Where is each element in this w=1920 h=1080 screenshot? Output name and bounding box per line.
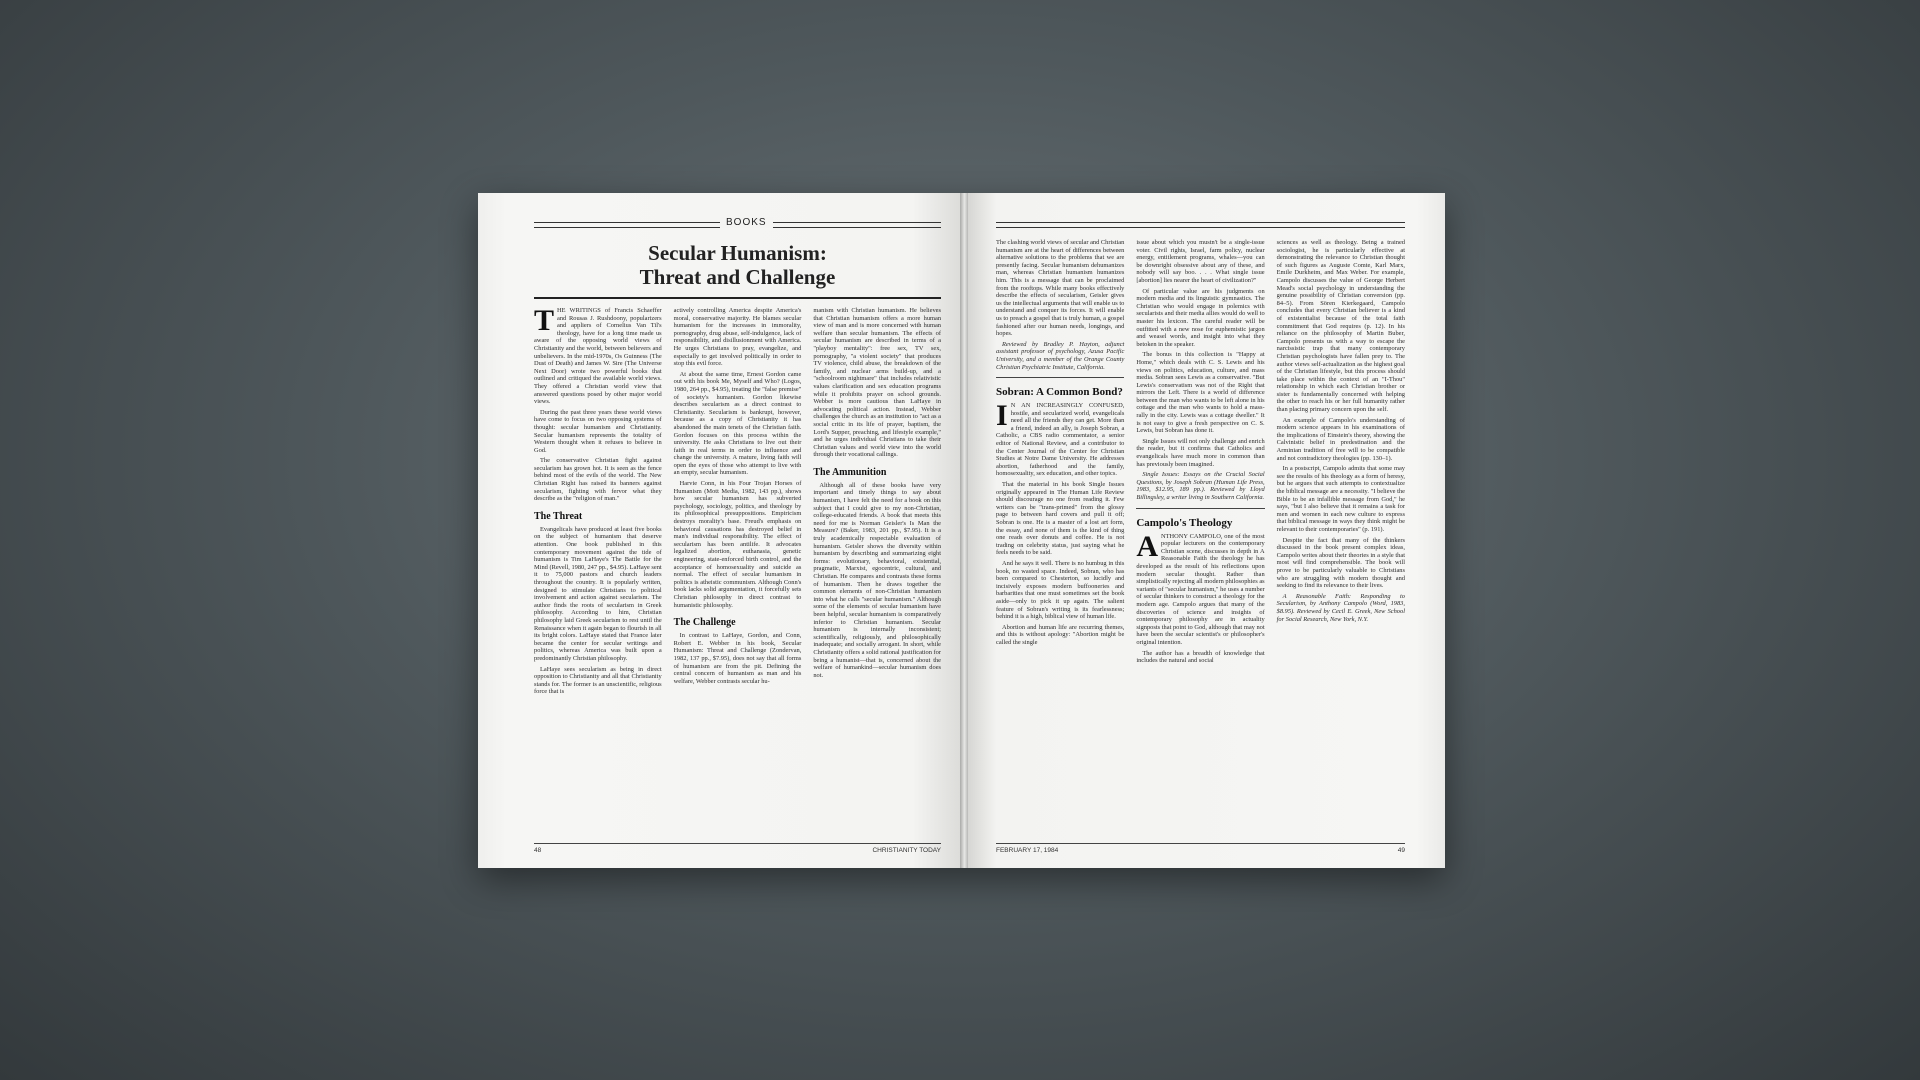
paragraph: The bonus in this collection is "Happy at Home," which deals with C. S. Lewis and his views on politics, education, culture, and mass media. Sobran sees Lewis as a conservative. "But Lewis's conservatism was not of the Right that mirrors the Left. There is a world of difference between the man who wants to be left alone in his cottage and the man who wants to hold a mass-rally in the city. Lewis was a cottage dweller." It is not easy to give a fresh perspective on C. S. Lewis, but Sobran has done it. xyxy=(1136,351,1265,435)
magazine-name: CHRISTIANITY TODAY xyxy=(872,847,941,854)
paragraph: Evangelicals have produced at least five books on the subject of humanism that deserve attention. One book published in this contemporary movement against the tide of humanism is Tim LaHaye's The Battle for the Mind (Revell, 1980, 247 pp., $4.95). LaHaye sent it to 75,000 pastors and church leaders throughout the country. It is popularly written, designed to stimulate Christians to political involvement and action against secularism. The author finds the roots of secularism in Greek philosophy. According to him, Christian philosophy laid Greek secularism to rest until the Renaissance when it again began to flourish in all its bright colors. LaHaye stated that France later became the center for secular writings and politics, whereas America was built upon a predominantly Christian philosophy. xyxy=(534,525,662,662)
paragraph: During the past three years these world views have come to focus on two opposing systems of thought: secular humanism and Christianity. Secular humanism represents the totality of Western thought when it refuses to believe in God. xyxy=(534,408,662,454)
section-header xyxy=(534,219,941,233)
paragraph: Of particular value are his judgments on modern media and its linguistic gymnastics. The Christian who would engage in polemics with secularists and their media allies would do well to master his lexicon. The careful reader will be outfitted with a new nose for euphemistic jargon and weasel words, and insight into what they betoken in the speaker. xyxy=(1136,287,1265,348)
subheading: The Ammunition xyxy=(813,466,887,478)
paragraph: Although all of these books have very important and timely things to say about humanism, I have felt the need for a book on this subject that I could give to my non-Christian, college-educated friends. A book that meets this need for me is Norman Geisler's Is Man the Measure? (Baker, 1983, 201 pp., $7.95). It is a truly academically respectable evaluation of humanism. Geisler shows the diversity within humanism by describing and summarizing eight forms: evolutionary, behavioral, existential, pragmatic, Marxist, egocentric, cultural, and Christian. He compares and contrasts these forms of humanism. Then he draws together the common elements of non-Christian humanism into what he calls "secular humanism." Although some of the elements of secular humanism have been helpful, secular humanism is comparatively inferior to Christian humanism. Secular humanism is internally inconsistent; scientifically, religiously, and philosophically inadequate; and socially arrogant. In short, while Christianity offers a solid rational justification for being a humanist—that is, concerned about the welfare of humankind—secular humanism does not. xyxy=(813,481,942,679)
subheading: The Challenge xyxy=(673,617,736,629)
column-rule xyxy=(1136,508,1264,509)
column xyxy=(674,307,802,699)
reviewer-credit: Single Issues: Essays on the Crucial Social Questions, by Joseph Sobran (Human Life Press, 1983, $12.95, 189 pp.). Reviewed by Lloyd Billingsley, a writer living in Southern California. xyxy=(1136,471,1265,501)
paragraph: issue about which you mustn't be a single-issue voter. Civil rights, Israel, farm policy, nuclear energy, entitlement programs, whales—you can be downright obsessive about any of these, and nobody will say boo. . . . What single issue [abortion] lies nearer the heart of civilization?" xyxy=(1136,239,1265,284)
paragraph-text: N AN INCREASINGLY CONFUSED, hostile, and secularized world, evangelicals need all the friends they can get. More than a friend, indeed an ally, is Joseph Sobran, a Catholic, a CBS radio commentator, a senior editor of National Review, and a contributor to the Center Journal of the Center for Christian Studies at Notre Dame University. He addresses abortion, fatherhood and the family, homosexuality, sex education, and other topics. xyxy=(996,402,1125,478)
left-page-columns xyxy=(534,304,942,699)
paragraph: At about the same time, Ernest Gordon came out with his book Me, Myself and Who? (Logos, 1980, 264 pp., $4.95), treating the "false premise" of society's humanism. Gordon likewise describes secularism as a direct contrast to Christianity. Secularism is bankrupt, however, because as a copy of Christianity it has abandoned the main tenets of the Christian faith. Gordon focuses on this process within the university. He asks Christians to live out their faith in real terms in order to influence and change the university. A mature, living faith will open the eyes of those who attempt to live with an empty, secular humanism. xyxy=(673,370,802,477)
paragraph xyxy=(1136,529,1265,647)
subheading: The Threat xyxy=(534,510,583,522)
column xyxy=(534,304,662,699)
subheading: Sobran: A Common Bond? xyxy=(996,386,1123,399)
paragraph: Abortion and human life are recurring themes, and this is without apology: "Abortion might be called the single xyxy=(996,623,1125,646)
page-number: 48 xyxy=(534,847,542,854)
paragraph xyxy=(996,399,1125,478)
paragraph-text: NTHONY CAMPOLO, one of the most popular lecturers on the contemporary Christian scene, discusses in depth in A Reasonable Faith the theology he has developed as the result of his reflections upon modern secular thought. Rather than simplistically rejecting all modern philosophies as variants of "secular humanism," he uses a number of secular thinkers to construct a theology for the modern age. Campolo argues that many of the discoveries of science and insights of contemporary philosophy are in actuality signposts that point to God, although that may not have been the secular scientist's or philosopher's original intention. xyxy=(1136,532,1265,646)
column xyxy=(996,239,1124,668)
paragraph: The clashing world views of secular and Christian humanism are at the heart of differences between alternative solutions to the problems that we are presently facing. Secular humanism dehumanizes man, whereas Christian humanism humanizes him. This is a message that can be proclaimed from the rooftops. While many books effectively describe the effects of secularism, Geisler gives us the intellectual arguments that will enable us to understand and conquer its forces. It will enable us to preach a gospel that is truly human, a gospel fashioned after our human needs, longings, and hopes. xyxy=(996,239,1125,338)
page-number: 49 xyxy=(1397,847,1405,854)
section-label: BOOKS xyxy=(720,217,773,228)
paragraph: manism with Christian humanism. He believes that Christian humanism offers a more human view of man and is more concerned with human welfare than secular humanism. The effects of secular humanism are described in terms of a "playboy mentality": free sex, TV sex, pornography, "a violent society" that produces TV violence, child abuse, the breakdown of the family, and nuclear arms build-up, and a "schoolroom nightmare" that includes relativistic values clarification and sex education programs while it prohibits prayer on school grounds. Webber is more cautious than LaHaye in advocating political action. Instead, Webber challenges the church as an institution to "act as a social critic in its life of prayer, baptism, the Lord's Supper, preaching, and lifestyle example," and he urges individual Christians to take their Christian values and world view into the world through their vocational callings. xyxy=(813,307,942,459)
column-rule xyxy=(996,377,1124,378)
paragraph: sciences as well as theology. Being a trained sociologist, he is particularly effective at demonstrating the relevance to Christian thought of such figures as Auguste Comte, Karl Marx, Emile Durkheim, and Max Weber. For example, Campolo discusses the value of George Herbert Mead's social psychology in understanding the genuine possibility of Christian conversion (pp. 84–5). From Sören Kierkegaard, Campolo concludes that every Christian believer is a kind of existentialist because of the total faith commitment that God requires (p. 12). In his reliance on the philosophy of Martin Buber, Campolo presents us with a way to escape the narcissistic trap that many contemporary Christian psychologists have fallen prey to. The author views self-actualization as the highest goal of the Christian lifestyle, but this process should take place within the context of an "I-Thou" relationship in which each Christian brother or sister is fundamentally concerned with helping the other to reach his or her full humanity rather than placing primary concern upon the self. xyxy=(1276,239,1405,414)
right-page xyxy=(968,193,1445,868)
paragraph: That the material in his book Single Issues originally appeared in The Human Life Review should discourage no one from reading it. Few writers can be "trans-primed" from the glossy page to between hard covers and pull it off; Sobran is one. He is a master of a lost art form, the essay, and none of them is the kind of thing one reads over donuts and coffee. He is not trading on celebrity status, just saying what he feels needs to be said. xyxy=(996,481,1125,557)
paragraph: An example of Campolo's understanding of modern science appears in his examinations of the implications of Einstein's theory, showing the Calvinistic belief in predestination and the Arminian tradition of free will to be compatible and not contradictory theologies (pp. 130–1). xyxy=(1276,416,1405,462)
paragraph: Single Issues will not only challenge and enrich the reader, but it confirms that Catholics and evangelicals have much more in common than has previously been imagined. xyxy=(1136,437,1265,468)
paragraph xyxy=(534,304,662,406)
column xyxy=(1136,239,1264,668)
magazine-spread xyxy=(478,193,1445,868)
article-title xyxy=(534,241,941,289)
header-rule xyxy=(996,222,1405,223)
paragraph: And he says it well. There is no humbug in this book, no wasted space. Indeed, Sobran, who has been compared to Chesterton, so lucidly and incisively exposes modern buffooneries and barbarities that one must sometimes set the book aside—only to pick it up again. The salient feature of Sobran's writing is its fearlessness; behind it is a high, biblical view of human life. xyxy=(996,559,1125,621)
header-rule xyxy=(996,227,1405,228)
paragraph: In a postscript, Campolo admits that some may see the results of his theology as a form of heresy, but he argues that such attempts to contextualize the biblical message are a necessity. "I believe the Bible to be an infallible message from God," he says, "but I also believe that it remains a task for men and women in each new culture to express that biblical message in ways they think might be relevant to their contemporaries" (p. 191). xyxy=(1276,465,1405,533)
article-title-line: Threat and Challenge xyxy=(639,265,836,289)
paragraph: In contrast to LaHaye, Gordon, and Conn, Robert E. Webber in his book, Secular Humanism: Threat and Challenge (Zondervan, 1982, 137 pp., $7.95), does not say that all forms of humanism are from the pit. Defining the central concern of humanism as man and his welfare, Webber contrasts secular hu- xyxy=(673,632,802,685)
paragraph: Despite the fact that many of the thinkers discussed in the book present complex ideas, Campolo writes about their theories in a style that most will find comprehensible. The book will prove to be particularly valuable to Christians who are struggling with modern thought and seeking to find its relevance to their lives. xyxy=(1276,536,1405,590)
paragraph: The conservative Christian fight against secularism has grown hot. It is seen as the fence behind most of the evils of the world. The New Christian Right has raised its banners against secularism, fighting with fervor what they describe as the "religion of man." xyxy=(534,457,662,503)
subheading: Campolo's Theology xyxy=(1136,516,1233,529)
issue-date: FEBRUARY 17, 1984 xyxy=(996,847,1059,854)
paragraph: LaHaye sees secularism as being in direct opposition to Christianity and all that Christianity stands for. The former is an unscientific, religious force that is xyxy=(534,665,662,696)
reviewer-credit: A Reasonable Faith: Responding to Secularism, by Anthony Campolo (Word, 1983, $8.95). Reviewed by Cecil E. Greek, New School for Social Research, New York, N.Y. xyxy=(1276,592,1405,623)
paragraph: Harvie Conn, in his Four Trojan Horses of Humanism (Mott Media, 1982, 143 pp.), shows how secular humanism has subverted psychology, sociology, politics, and theology by its philosophical presuppositions. Empiricism destroys morality's base. Freud's emphasis on behavioral causations has destroyed belief in man's individual responsibility. The effect of secularism has been antilife. It advocates legalized abortion, euthanasia, genetic engineering, state-enforced birth control, and the acceptance of homosexuality and suicide as normal. The effect of secular humanism in politics is atheistic communism. Although Conn's book lacks solid argumentation, it forcefully sets Christian philosophy in direct contrast to humanistic philosophy. xyxy=(673,480,802,609)
paragraph-text: HE WRITINGS of Francis Schaeffer and Rousas J. Rushdoony, popularizers and appliers of Cornelius Van Til's theology, have for a long time made us aware of the opposing world views of Christianity and the world, between believers and unbelievers. In the mid-1970s, Os Guinness (The Dust of Death) and James W. Sire (The Universe Next Door) wrote two powerful books that outlined and critiqued the available world views. They offered a Christian world view that answered questions posed by other major world views. xyxy=(534,307,662,406)
page-header-rules xyxy=(996,219,1405,233)
left-page xyxy=(478,193,961,868)
drop-cap: A xyxy=(1136,529,1158,563)
paragraph: actively controlling America despite America's moral, conservative majority. He blames secular humanism for the increases in immorality, pornography, drug abuse, self-indulgence, lack of responsibility, and disillusionment with America. He urges Christians to pray, evangelize, and especially to get involved politically in order to stop this evil force. xyxy=(673,307,802,368)
column xyxy=(813,307,941,699)
footer-rule xyxy=(996,843,1405,844)
article-title-line: Secular Humanism: xyxy=(648,241,827,265)
column xyxy=(1277,239,1405,668)
reviewer-credit: Reviewed by Bradley P. Hayton, adjunct assistant professor of psychology, Azusa Pacific University, and a member of the Orange County Christian Psychiatric Institute, California. xyxy=(996,340,1125,371)
drop-cap: I xyxy=(996,399,1008,433)
title-rule xyxy=(534,297,941,299)
footer-rule xyxy=(534,843,941,844)
paragraph: The author has a breadth of knowledge that includes the natural and social xyxy=(1136,649,1265,665)
drop-cap: T xyxy=(534,304,555,337)
right-page-columns xyxy=(996,239,1405,668)
